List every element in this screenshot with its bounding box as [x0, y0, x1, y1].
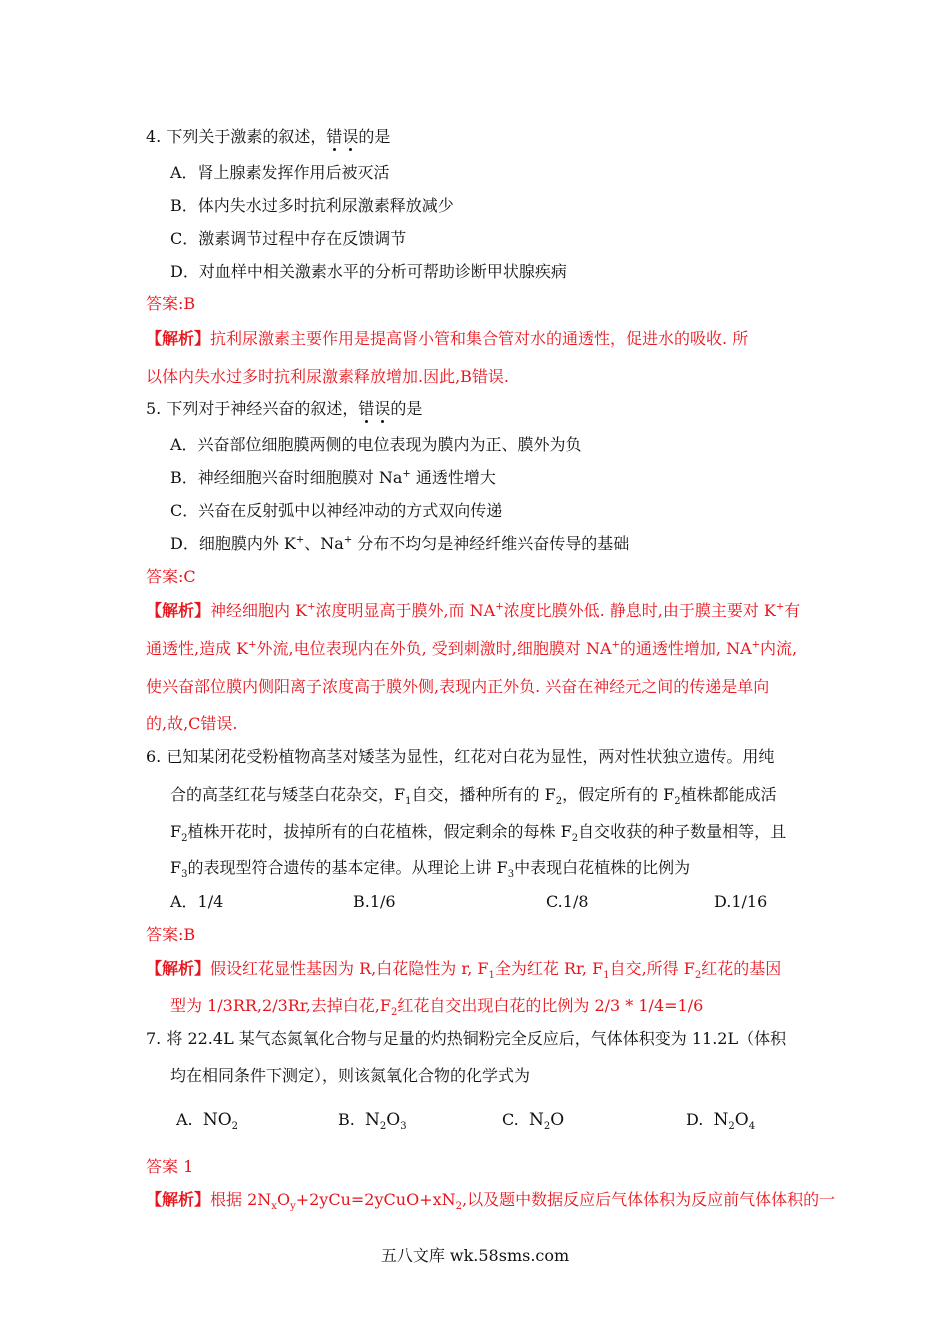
q5-option-d: D．细胞膜内外 K+、Na+ 分布不均匀是神经纤维兴奋传导的基础: [170, 534, 630, 553]
q7-stem-line-2: 均在相同条件下测定），则该氮氧化合物的化学式为: [170, 1066, 531, 1085]
q4-option-a: A．肾上腺素发挥作用后被灭活: [170, 163, 390, 182]
q6-option-d: D.1/16: [714, 892, 768, 911]
q6-option-c: C.1/8: [546, 892, 589, 911]
q5-analysis-line-1: 【解析】神经细胞内 K+浓度明显高于膜外,而 NA+浓度比膜外低. 静息时,由于膜主要对 K+有: [146, 601, 801, 620]
q4-answer: 答案:B: [146, 294, 196, 313]
footer-watermark: 五八文库 wk.58sms.com: [380, 1246, 570, 1265]
q5-option-c: C．兴奋在反射弧中以神经冲动的方式双向传递: [170, 501, 503, 520]
q7-answer: 答案 1: [146, 1157, 194, 1176]
q7-stem-line-1: 7. 将 22.4L 某气态氮氧化合物与足量的灼热铜粉完全反应后，气体体积变为 11.2L（体积: [146, 1029, 787, 1048]
q4-stem: 4. 下列关于激素的叙述，错误的是: [146, 127, 391, 146]
q7-analysis-line-1: 【解析】根据 $2N_xO_y+2yCu=2yCuO+xN_2$,以及题中数据反应后气体体积为反应前气体体积的一: [146, 1190, 836, 1213]
q7-option-d: D. $N_2O_4$: [686, 1110, 756, 1133]
q6-stem-line-4: $F_3$的表现型符合遗传的基本定律。从理论上讲 $F_3$中表现白花植株的比例为: [170, 858, 691, 881]
q6-stem-line-1: 6. 已知某闭花受粉植物高茎对矮茎为显性，红花对白花为显性，两对性状独立遗传。用纯: [146, 747, 775, 766]
q6-analysis-line-2: 型为 1/3RR,2/3Rr,去掉白花$,F_2$红花自交出现白花的比例为 2/3 * 1/4=1/6: [170, 996, 704, 1019]
q6-answer: 答案:B: [146, 925, 196, 944]
q5-option-b: B．神经细胞兴奋时细胞膜对 Na+ 通透性增大: [170, 468, 496, 487]
q4-analysis-line-1: 【解析】抗利尿激素主要作用是提高肾小管和集合管对水的通透性，促进水的吸收. 所: [146, 329, 749, 348]
q5-answer: 答案:C: [146, 567, 196, 586]
q5-analysis-line-3: 使兴奋部位膜内侧阳离子浓度高于膜外侧,表现内正外负. 兴奋在神经元之间的传递是单向: [146, 677, 770, 696]
q4-option-d: D．对血样中相关激素水平的分析可帮助诊断甲状腺疾病: [170, 262, 567, 281]
q7-option-a: A. $NO_2$: [176, 1110, 238, 1133]
q6-stem-line-3: $F_2$植株开花时，拔掉所有的白花植株，假定剩余的每株 $F_2$自交收获的种子数量相等，且: [170, 822, 787, 845]
q6-stem-line-2: 合的高茎红花与矮茎白花杂交，$F_1$自交，播种所有的 $F_2$，假定所有的 $F_2$植株都能成活: [170, 785, 777, 808]
q4-option-c: C．激素调节过程中存在反馈调节: [170, 229, 407, 248]
q4-option-b: B．体内失水过多时抗利尿激素释放减少: [170, 196, 454, 215]
q6-option-b: B.1/6: [353, 892, 396, 911]
q5-analysis-line-2: 通透性,造成 K+外流,电位表现内在外负, 受到刺激时,细胞膜对 NA+的通透性增加, NA+内流,: [146, 639, 798, 658]
q5-option-a: A．兴奋部位细胞膜两侧的电位表现为膜内为正、膜外为负: [170, 435, 582, 454]
q6-analysis-line-1: 【解析】假设红花显性基因为 R,白花隐性为 r, $F_1$全为红花 Rr, $F_1$自交,所得 $F_2$红花的基因: [146, 959, 782, 982]
q7-option-b: B. $N_2O_3$: [338, 1110, 407, 1133]
q7-option-c: C. $N_2O$: [502, 1110, 565, 1133]
q4-analysis-line-2: 以体内失水过多时抗利尿激素释放增加.因此,B错误.: [146, 367, 510, 386]
q5-stem: 5. 下列对于神经兴奋的叙述，错误的是: [146, 399, 423, 418]
q6-option-a: A．1/4: [170, 892, 224, 911]
q5-analysis-line-4: 的,故,C错误.: [146, 714, 238, 733]
